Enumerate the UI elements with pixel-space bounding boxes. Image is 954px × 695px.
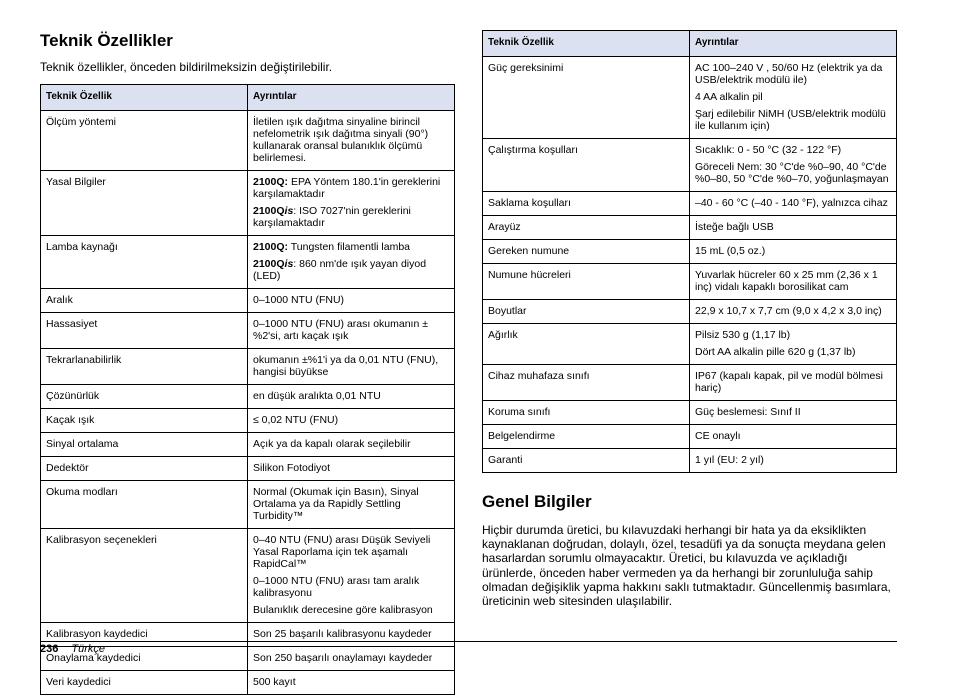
spec-name-cell: Kaçak ışık [41,409,248,433]
spec-details-cell [248,409,455,433]
footer-language: Türkçe [71,643,106,655]
general-information-body: Hiçbir durumda üretici, bu kılavuzdaki herhangi bir hata ya da eksiklikten kaynaklanan doğrudan, dolaylı, özel, tesadüfi ya da sonuçta meydana gelen hasarlardan sorumlu olmayacaktır. Üretici, bu kılavuzda ve açıkladığı ürünlerde, önceden haber vermeden ya da herhangi bir zorunluluğa sahip olmadan değişiklik yapma hakkını saklı tutmaktadır. Güncellenmiş basımlara, üreticinin web sitesinden ulaşılabilir. [482,523,891,609]
table-row [41,481,455,529]
spec-name-cell: Ağırlık [483,324,690,365]
detail-text: : 860 nm'de ışık yayan diyod (LED) [253,258,427,282]
spec-name-cell: Garanti [483,449,690,473]
spec-name-cell: Hassasiyet [41,313,248,349]
table-row [41,289,455,313]
page-number: 236 [40,643,59,655]
spec-name-cell: Okuma modları [41,481,248,529]
table-row [483,324,897,365]
spec-name-cell: Belgelendirme [483,425,690,449]
spec-details-cell [690,401,897,425]
table-row [41,111,455,171]
detail-text: Tungsten filamentli lamba [288,241,411,253]
spec-details-cell [248,647,455,671]
spec-detail-line: Son 250 başarılı onaylamayı kaydeder [253,652,433,664]
spec-detail-line: –40 - 60 °C (–40 - 140 °F), yalnızca cihaz [695,197,888,209]
spec-detail-line: 22,9 x 10,7 x 7,7 cm (9,0 x 4,2 x 3,0 inç) [695,305,882,317]
spec-details-cell [248,623,455,647]
model-base: 2100Q [253,258,285,270]
spec-detail-line: Bulanıklık derecesine göre kalibrasyon [253,604,433,616]
table-row [483,365,897,401]
spec-name-cell: Gereken numune [483,240,690,264]
spec-detail-line: ≤ 0,02 NTU (FNU) [253,414,339,426]
spec-detail-line [253,176,449,200]
spec-details-cell [690,324,897,365]
spec-detail-line [253,258,449,282]
footer-divider [40,641,897,642]
spec-name-cell: Lamba kaynağı [41,236,248,289]
spec-detail-line: IP67 (kapalı kapak, pil ve modül bölmesi hariç) [695,370,883,394]
spec-details-cell [690,365,897,401]
spec-name-cell: Tekrarlanabilirlik [41,349,248,385]
spec-name-cell: Dedektör [41,457,248,481]
spec-detail-line: Sıcaklık: 0 - 50 °C (32 - 122 °F) [695,144,842,156]
detail-text: : ISO 7027'nin gereklerini karşılamaktadır [253,205,411,229]
spec-details-cell [248,111,455,171]
table-row [41,385,455,409]
spec-detail-line: 0–1000 NTU (FNU) arası tam aralık kalibrasyonu [253,575,420,599]
spec-detail-line: CE onaylı [695,430,741,442]
spec-details-cell [248,313,455,349]
spec-name-cell: Çözünürlük [41,385,248,409]
spec-details-cell [690,216,897,240]
spec-detail-line: 0–40 NTU (FNU) arası Düşük Seviyeli Yasal Raporlama için tek aşamalı RapidCal™ [253,534,431,570]
spec-details-cell [248,236,455,289]
model-name [253,241,288,253]
table-row [483,57,897,139]
model-suffix: is [284,258,294,270]
model-base: 2100Q: [253,241,289,253]
spec-detail-line: Güç beslemesi: Sınıf II [695,406,801,418]
table-row [41,433,455,457]
spec-name-cell: Aralık [41,289,248,313]
model-name [253,205,293,217]
spec-name-cell: Numune hücreleri [483,264,690,300]
spec-details-cell [690,240,897,264]
spec-detail-line: Normal (Okumak için Basın), Sinyal Ortalama ya da Rapidly Settling Turbidity™ [253,486,419,522]
table-row [41,671,455,695]
spec-details-cell [690,300,897,324]
specifications-table-body [41,111,455,695]
spec-detail-line: 500 kayıt [253,676,296,688]
specifications-table-body [483,57,897,473]
table-row [483,449,897,473]
table-row [41,313,455,349]
spec-name-cell: Yasal Bilgiler [41,171,248,236]
spec-name-cell: Veri kaydedici [41,671,248,695]
spec-detail-line: 0–1000 NTU (FNU) [253,294,345,306]
column-header-details: Ayrıntılar [248,85,455,111]
spec-details-cell [690,139,897,192]
spec-detail-line: 0–1000 NTU (FNU) arası okumanın ±%2'si, artı kaçak ışık [253,318,428,342]
spec-details-cell [248,671,455,695]
table-header-row [41,85,455,111]
table-row [483,192,897,216]
table-row [41,349,455,385]
spec-detail-line: AC 100–240 V , 50/60 Hz (elektrik ya da USB/elektrik modülü ile) [695,62,883,86]
column-header-spec: Teknik Özellik [41,85,248,111]
spec-name-cell: Onaylama kaydedici [41,647,248,671]
general-information-heading: Genel Bilgiler [482,492,592,511]
spec-details-cell [248,349,455,385]
spec-details-cell [248,481,455,529]
spec-name-cell: Cihaz muhafaza sınıfı [483,365,690,401]
table-row [483,425,897,449]
spec-details-cell [248,457,455,481]
spec-detail-line: İsteğe bağlı USB [695,221,774,233]
spec-details-cell [690,192,897,216]
spec-name-cell: Ölçüm yöntemi [41,111,248,171]
specifications-table-left [40,84,455,695]
table-row [41,236,455,289]
table-row [483,300,897,324]
table-row [483,401,897,425]
spec-detail-line: Dört AA alkalin pille 620 g (1,37 lb) [695,346,856,358]
model-base: 2100Q [253,205,285,217]
spec-detail-line [253,241,449,253]
spec-detail-line [253,205,449,229]
column-header-spec: Teknik Özellik [483,31,690,57]
spec-detail-line: Göreceli Nem: 30 °C'de %0–90, 40 °C'de %0–80, 50 °C'de %0–70, yoğunlaşmayan [695,161,889,185]
table-row [41,457,455,481]
detail-text: EPA Yöntem 180.1'in gereklerini karşılamaktadır [253,176,441,200]
page-footer [40,643,105,655]
table-header-row [483,31,897,57]
spec-detail-line: 1 yıl (EU: 2 yıl) [695,454,764,466]
spec-detail-line: 4 AA alkalin pil [695,91,763,103]
table-row [41,529,455,623]
spec-name-cell: Arayüz [483,216,690,240]
spec-name-cell: Kalibrasyon kaydedici [41,623,248,647]
table-row [41,171,455,236]
spec-name-cell: Boyutlar [483,300,690,324]
spec-detail-line: Şarj edilebilir NiMH (USB/elektrik modülü ile kullanım için) [695,108,886,132]
table-row [483,264,897,300]
model-name [253,258,293,270]
spec-name-cell: Çalıştırma koşulları [483,139,690,192]
table-row [483,216,897,240]
spec-details-cell [248,289,455,313]
spec-detail-line: en düşük aralıkta 0,01 NTU [253,390,381,402]
spec-detail-line: Pilsiz 530 g (1,17 lb) [695,329,791,341]
spec-details-cell [248,433,455,457]
spec-details-cell [690,449,897,473]
model-name [253,176,288,188]
spec-name-cell: Sinyal ortalama [41,433,248,457]
table-row [483,139,897,192]
spec-name-cell: Güç gereksinimi [483,57,690,139]
model-suffix: is [284,205,294,217]
spec-detail-line: Son 25 başarılı kalibrasyonu kaydeder [253,628,432,640]
left-column [40,30,455,695]
column-header-details: Ayrıntılar [690,31,897,57]
spec-details-cell [248,171,455,236]
spec-details-cell [248,385,455,409]
spec-details-cell [690,57,897,139]
spec-details-cell [690,264,897,300]
spec-detail-line: 15 mL (0,5 oz.) [695,245,766,257]
right-column [482,30,897,608]
spec-detail-line: Yuvarlak hücreler 60 x 25 mm (2,36 x 1 inç) vidalı kapaklı borosilikat cam [695,269,878,293]
table-row [483,240,897,264]
model-base: 2100Q: [253,176,289,188]
spec-name-cell: Koruma sınıfı [483,401,690,425]
specifications-intro: Teknik özellikler, önceden bildirilmeksizin değiştirilebilir. [40,60,333,74]
spec-details-cell [248,529,455,623]
specifications-table-right [482,30,897,473]
spec-name-cell: Kalibrasyon seçenekleri [41,529,248,623]
spec-detail-line: Silikon Fotodiyot [253,462,331,474]
table-row [41,409,455,433]
spec-detail-line: İletilen ışık dağıtma sinyaline birincil nefelometrik ışık dağıtma sinyali (90°) kullanarak oransal bulanıklık ölçümü belirlemesi. [253,116,429,164]
spec-detail-line: Açık ya da kapalı olarak seçilebilir [253,438,411,450]
spec-details-cell [690,425,897,449]
spec-name-cell: Saklama koşulları [483,192,690,216]
specifications-heading: Teknik Özellikler [40,31,173,50]
spec-detail-line: okumanın ±%1'i ya da 0,01 NTU (FNU), hangisi büyükse [253,354,439,378]
